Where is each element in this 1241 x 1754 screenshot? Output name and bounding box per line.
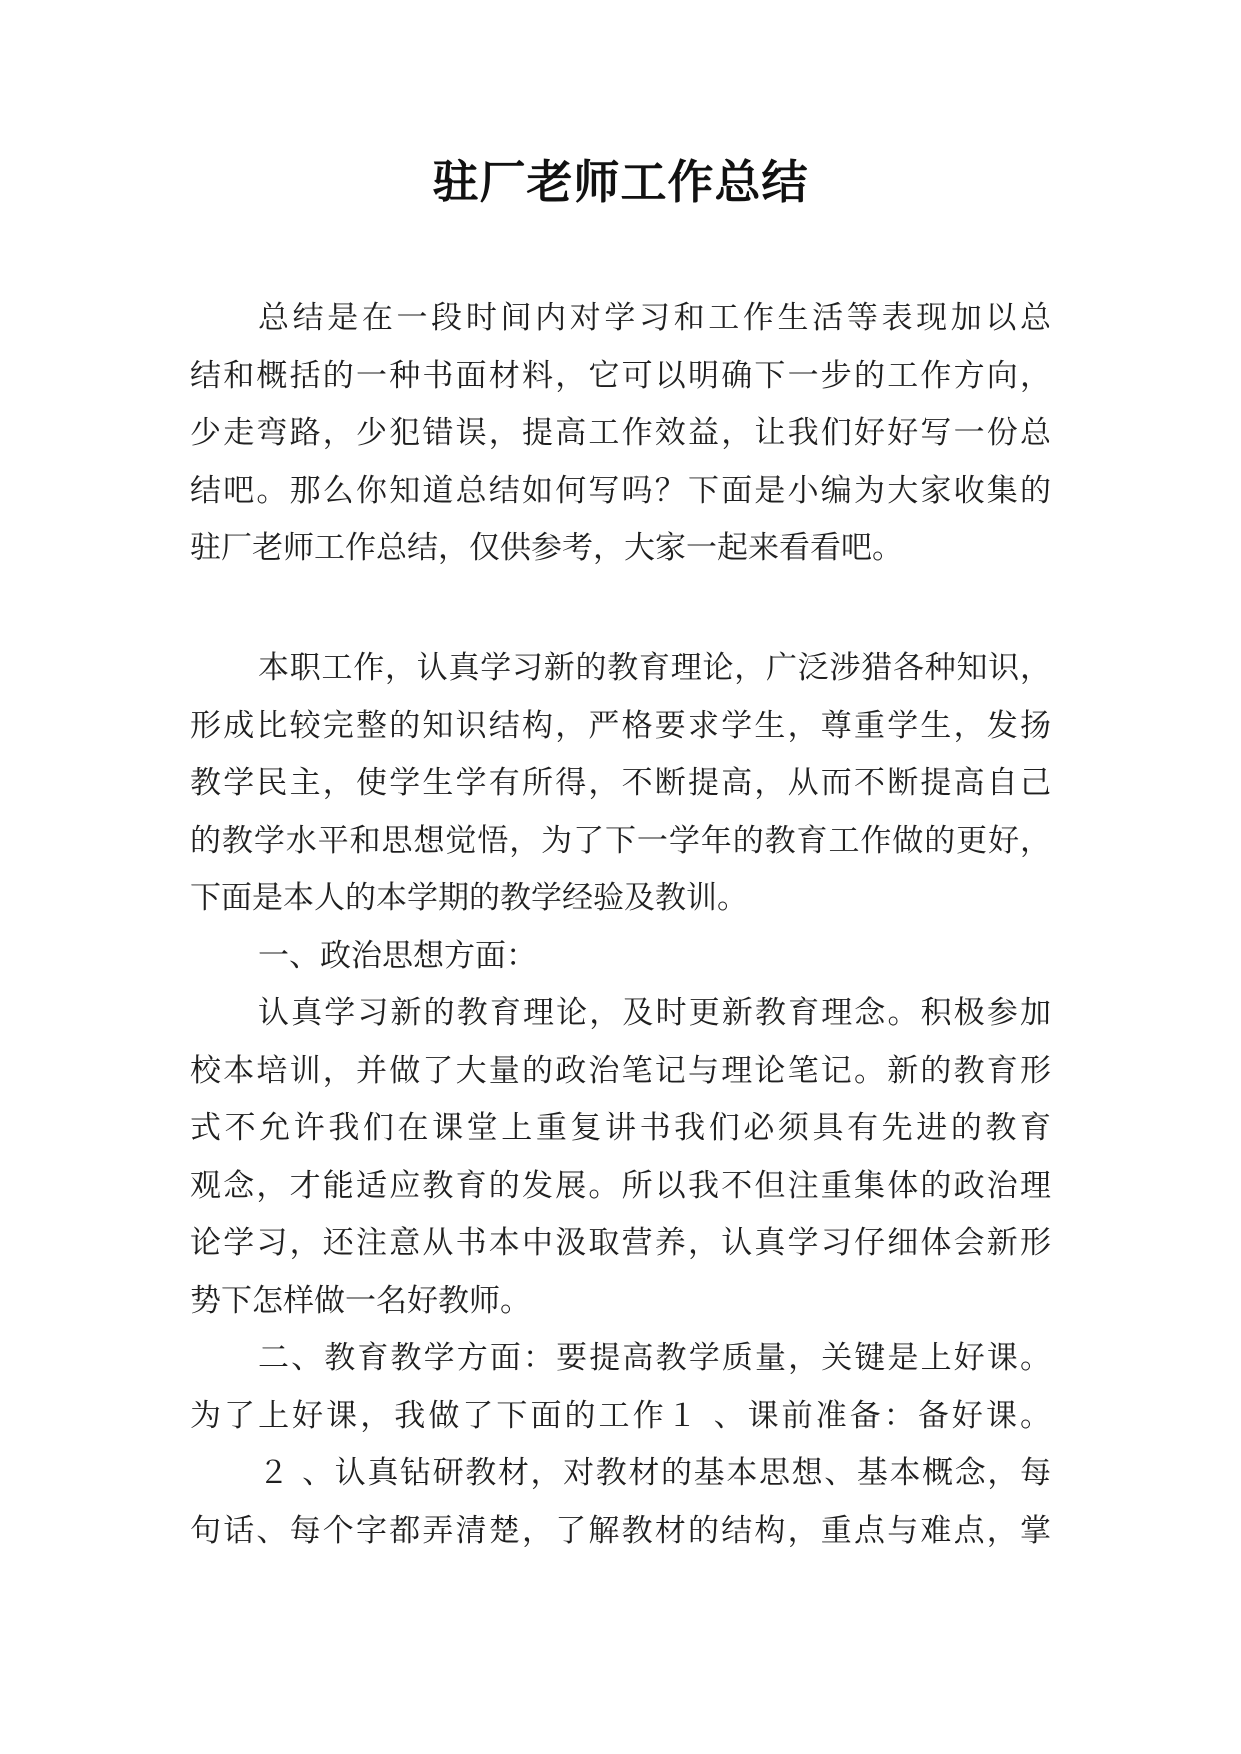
intro-line-5: 驻厂老师工作总结，仅供参考，大家一起来看看吧。 bbox=[190, 530, 903, 566]
section-heading-politics: 一、政治思想方面： bbox=[258, 937, 537, 974]
intro-line-1: 总结是在一段时间内对学习和工作生活等表现加以总 bbox=[258, 300, 1051, 336]
body-line-10: 观念，才能适应教育的发展。所以我不但注重集体的政治理 bbox=[190, 1167, 1051, 1204]
body-line-5: 下面是本人的本学期的教学经验及教训。 bbox=[190, 880, 748, 916]
body-line-7: 认真学习新的教育理论，及时更新教育理念。积极参加 bbox=[258, 995, 1051, 1031]
intro-paragraph bbox=[190, 290, 1051, 578]
intro-line-3: 少走弯路，少犯错误，提高工作效益，让我们好好写一份总 bbox=[190, 415, 1051, 451]
body-line-1: 本职工作，认真学习新的教育理论，广泛涉猎各种知识， bbox=[258, 650, 1051, 686]
intro-line-2: 结和概括的一种书面材料，它可以明确下一步的工作方向， bbox=[190, 357, 1051, 394]
body-line-8: 校本培训，并做了大量的政治笔记与理论笔记。新的教育形 bbox=[190, 1052, 1051, 1089]
body-line-15: ２ 、认真钻研教材，对教材的基本思想、基本概念，每 bbox=[258, 1455, 1051, 1491]
body-line-2: 形成比较完整的知识结构，严格要求学生，尊重学生，发扬 bbox=[190, 707, 1051, 744]
section-heading-teaching: 二、教育教学方面：要提高教学质量，关键是上好课。 bbox=[258, 1340, 1051, 1376]
main-body bbox=[190, 640, 1051, 1560]
body-line-4: 的教学水平和思想觉悟，为了下一学年的教育工作做的更好， bbox=[190, 822, 1051, 859]
body-line-3: 教学民主，使学生学有所得，不断提高，从而不断提高自己 bbox=[190, 765, 1051, 801]
body-line-16: 句话、每个字都弄清楚，了解教材的结构，重点与难点，掌 bbox=[190, 1512, 1051, 1549]
body-line-11: 论学习，还注意从书本中汲取营养，认真学习仔细体会新形 bbox=[190, 1225, 1051, 1261]
body-line-14: 为了上好课，我做了下面的工作１ 、课前准备：备好课。 bbox=[190, 1397, 1051, 1434]
body-line-9: 式不允许我们在课堂上重复讲书我们必须具有先进的教育 bbox=[190, 1110, 1051, 1146]
document-title: 驻厂老师工作总结 bbox=[432, 155, 809, 209]
body-line-12: 势下怎样做一名好教师。 bbox=[190, 1282, 531, 1319]
intro-line-4: 结吧。那么你知道总结如何写吗？下面是小编为大家收集的 bbox=[190, 472, 1051, 509]
